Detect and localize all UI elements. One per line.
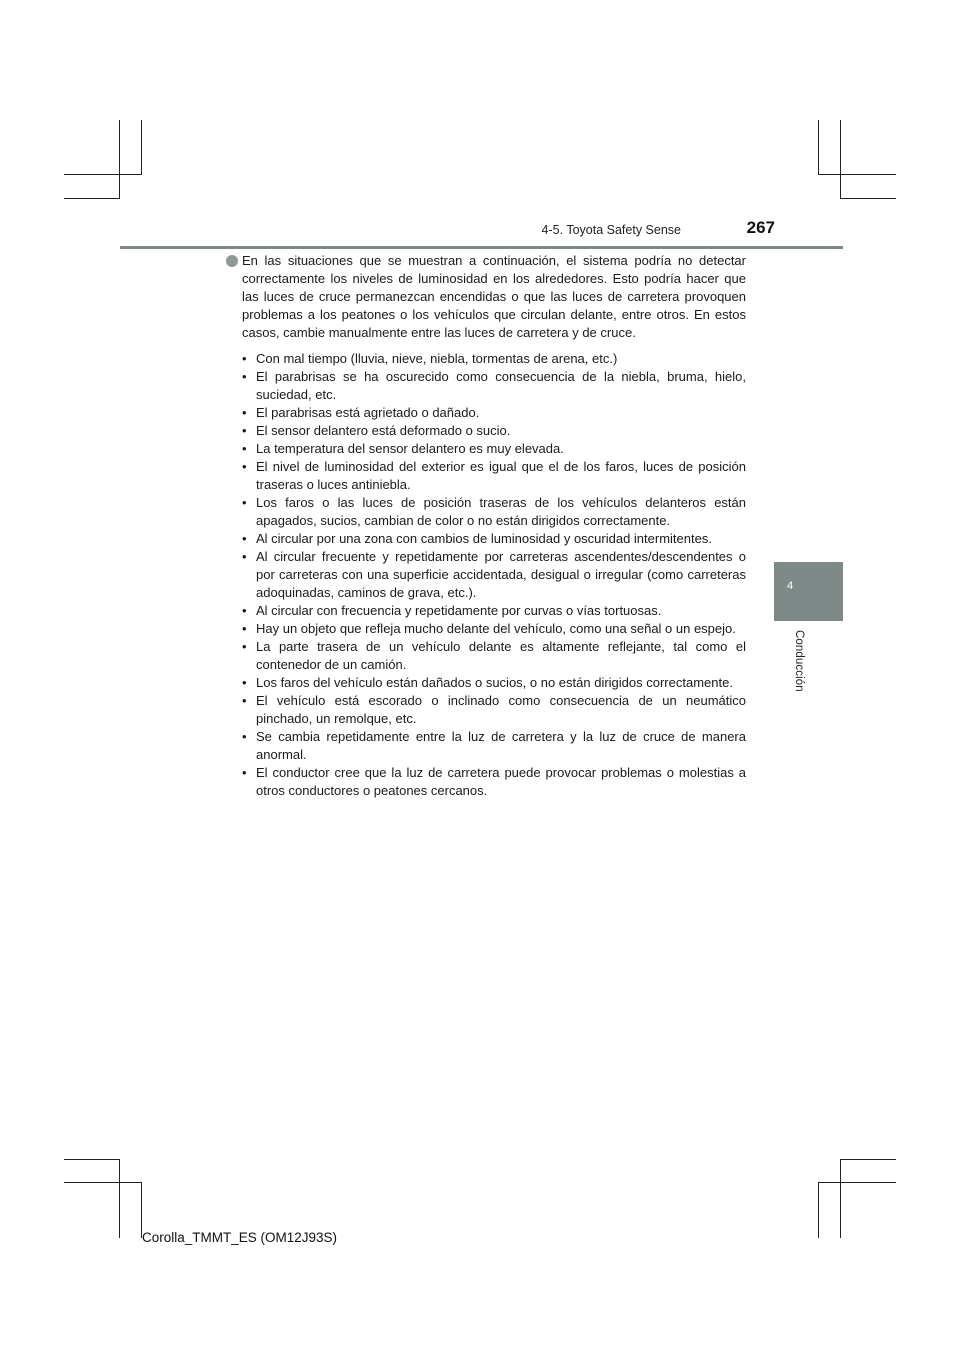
bullet-mark: • bbox=[242, 405, 247, 420]
page-header bbox=[120, 218, 843, 249]
list-item-text: La temperatura del sensor delantero es muy elevada. bbox=[256, 441, 564, 456]
crop-mark bbox=[141, 120, 142, 175]
crop-mark bbox=[64, 1159, 120, 1160]
list-item-text: La parte trasera de un vehículo delante es altamente reflejante, tal como el contenedor de un camión. bbox=[256, 639, 746, 672]
bullet-mark: • bbox=[242, 603, 247, 618]
list-item bbox=[242, 764, 746, 800]
bullet-mark: • bbox=[242, 459, 247, 474]
chapter-number: 4 bbox=[787, 580, 794, 592]
lead-paragraph bbox=[226, 252, 746, 342]
section-title: 4-5. Toyota Safety Sense bbox=[541, 223, 681, 237]
list-item bbox=[242, 422, 746, 440]
crop-mark bbox=[840, 1159, 841, 1238]
bullet-mark: • bbox=[242, 639, 247, 654]
crop-mark bbox=[818, 1182, 896, 1183]
bullet-mark: • bbox=[242, 351, 247, 366]
list-item bbox=[242, 548, 746, 602]
bullet-mark: • bbox=[242, 621, 247, 636]
bullet-mark: • bbox=[242, 765, 247, 780]
list-item-text: Los faros o las luces de posición traseras de los vehículos delanteros están apagados, sucios, cambian de color o no están dirigidos correctamente. bbox=[256, 495, 746, 528]
bullet-mark: • bbox=[242, 423, 247, 438]
crop-mark bbox=[64, 174, 142, 175]
bullet-mark: • bbox=[242, 495, 247, 510]
crop-mark bbox=[818, 174, 896, 175]
list-item bbox=[242, 530, 746, 548]
crop-mark bbox=[818, 120, 819, 175]
document-id: Corolla_TMMT_ES (OM12J93S) bbox=[142, 1230, 338, 1245]
crop-mark bbox=[840, 1159, 896, 1160]
crop-mark bbox=[119, 120, 120, 199]
list-item bbox=[242, 350, 746, 368]
list-item bbox=[242, 440, 746, 458]
list-item-text: El conductor cree que la luz de carretera puede provocar problemas o molestias a otros conductores o peatones cercanos. bbox=[256, 765, 746, 798]
crop-mark bbox=[840, 198, 896, 199]
crop-mark bbox=[840, 120, 841, 199]
crop-mark bbox=[818, 1182, 819, 1238]
chapter-label: Conducción bbox=[793, 630, 805, 692]
bullet-mark: • bbox=[242, 549, 247, 564]
list-item bbox=[242, 458, 746, 494]
list-item-text: El parabrisas se ha oscurecido como consecuencia de la niebla, bruma, hielo, suciedad, etc. bbox=[256, 369, 746, 402]
bullet-mark: • bbox=[242, 531, 247, 546]
list-item-text: El vehículo está escorado o inclinado como consecuencia de un neumático pinchado, un remolque, etc. bbox=[256, 693, 746, 726]
list-item bbox=[242, 638, 746, 674]
bullet-mark: • bbox=[242, 441, 247, 456]
bullet-mark: • bbox=[242, 693, 247, 708]
bullet-mark: • bbox=[242, 729, 247, 744]
list-item-text: Hay un objeto que refleja mucho delante del vehículo, como una señal o un espejo. bbox=[256, 621, 736, 636]
bullet-mark: • bbox=[242, 675, 247, 690]
lead-text: En las situaciones que se muestran a continuación, el sistema podría no detectar correctamente los niveles de luminosidad en los alrededores. Esto podría hacer que las luces de cruce permanezcan encendidas o que las luces de carretera provoquen problemas a los peatones o los vehículos que circulan delante, entre otros. En estos casos, cambie manualmente entre las luces de carretera y de cruce. bbox=[242, 253, 746, 340]
bullet-mark: • bbox=[242, 369, 247, 384]
page-number: 267 bbox=[746, 218, 775, 237]
list-item bbox=[242, 494, 746, 530]
chapter-tab bbox=[774, 562, 843, 621]
circle-bullet-icon bbox=[226, 255, 238, 267]
list-item bbox=[242, 728, 746, 764]
list-item bbox=[242, 368, 746, 404]
list-item-text: Con mal tiempo (lluvia, nieve, niebla, tormentas de arena, etc.) bbox=[256, 351, 618, 366]
list-item bbox=[242, 674, 746, 692]
list-item bbox=[242, 692, 746, 728]
crop-mark bbox=[64, 198, 120, 199]
crop-mark bbox=[119, 1159, 120, 1238]
condition-list bbox=[242, 350, 746, 800]
list-item bbox=[242, 620, 746, 638]
list-item-text: Los faros del vehículo están dañados o sucios, o no están dirigidos correctamente. bbox=[256, 675, 733, 690]
list-item-text: El sensor delantero está deformado o sucio. bbox=[256, 423, 511, 438]
crop-mark bbox=[64, 1182, 142, 1183]
list-item-text: El nivel de luminosidad del exterior es igual que el de los faros, luces de posición traseras o luces antiniebla. bbox=[256, 459, 746, 492]
main-content bbox=[226, 252, 746, 800]
list-item bbox=[242, 404, 746, 422]
list-item-text: Al circular frecuente y repetidamente por carreteras ascendentes/descendentes o por carreteras con una superficie accidentada, desigual o irregular (como carreteras adoquinadas, caminos de grava, etc.). bbox=[256, 549, 746, 600]
list-item-text: Al circular por una zona con cambios de luminosidad y oscuridad intermitentes. bbox=[256, 531, 712, 546]
list-item-text: Se cambia repetidamente entre la luz de carretera y la luz de cruce de manera anormal. bbox=[256, 729, 746, 762]
list-item-text: Al circular con frecuencia y repetidamente por curvas o vías tortuosas. bbox=[256, 603, 662, 618]
list-item-text: El parabrisas está agrietado o dañado. bbox=[256, 405, 480, 420]
list-item bbox=[242, 602, 746, 620]
